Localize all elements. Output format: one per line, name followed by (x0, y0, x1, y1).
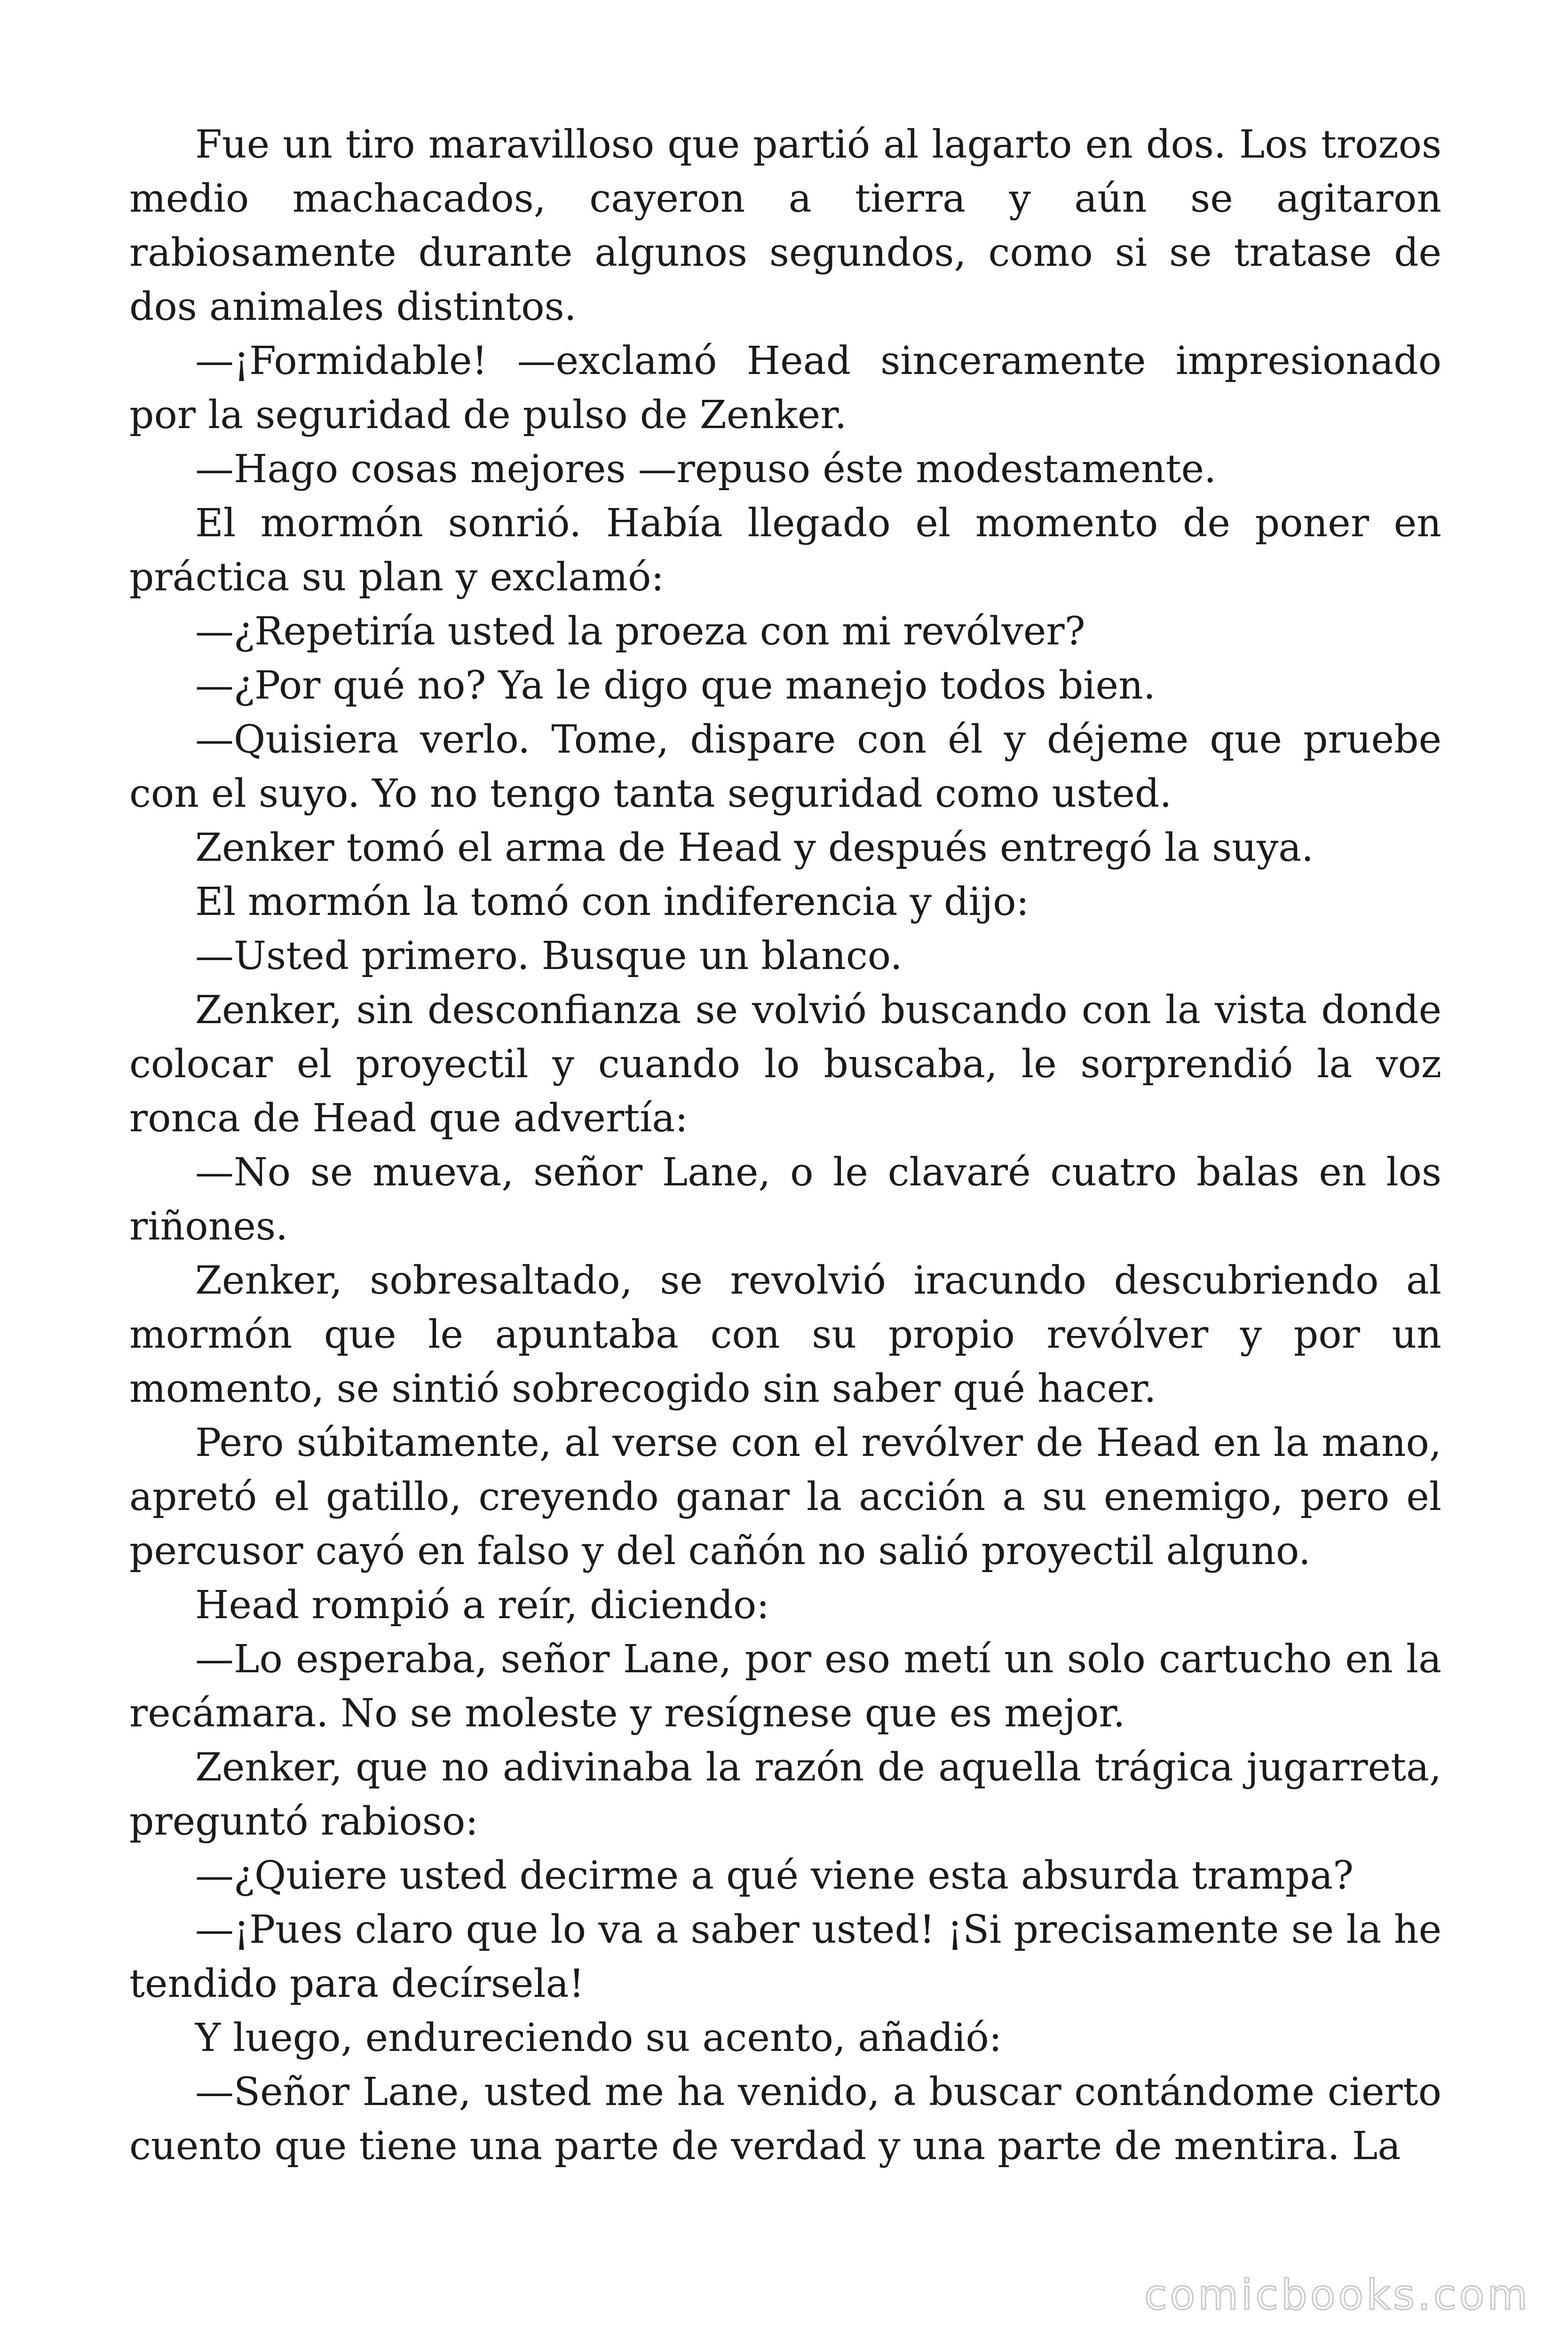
paragraph: Zenker tomó el arma de Head y después entregó la suya. (195, 826, 1314, 870)
paragraph: Zenker, sin desconfianza se volvió buscando con la vista donde colocar el proyectil y cuando lo buscaba, le sorprendió la voz ronca de Head que advertía: (129, 988, 1441, 1141)
paragraph: —¿Repetiría usted la proeza con mi revólver? (195, 609, 1085, 654)
paragraph: —¡Formidable! —exclamó Head sinceramente impresionado por la seguridad de pulso de Zenker. (129, 339, 1441, 437)
paragraph: —Señor Lane, usted me ha venido, a buscar contándome cierto cuento que tiene una parte de verdad y una parte de mentira. La (129, 2070, 1441, 2169)
paragraph: —Hago cosas mejores —repuso éste modestamente. (195, 447, 1217, 492)
paragraph: —¿Quiere usted decirme a qué viene esta absurda trampa? (195, 1853, 1354, 1898)
paragraph: —No se mueva, señor Lane, o le clavaré cuatro balas en los riñones. (129, 1150, 1441, 1249)
body-text (129, 118, 1441, 2173)
paragraph: Zenker, que no adivinaba la razón de aquella trágica jugarreta, preguntó rabioso: (129, 1745, 1441, 1844)
paragraph: —Usted primero. Busque un blanco. (195, 934, 903, 978)
paragraph: Zenker, sobresaltado, se revolvió iracundo descubriendo al mormón que le apuntaba con su propio revólver y por un momento, se sintió sobrecogido sin saber qué hacer. (129, 1258, 1441, 1411)
paragraph: —Lo esperaba, señor Lane, por eso metí un solo cartucho en la recámara. No se moleste y resígnese que es mejor. (129, 1637, 1441, 1736)
paragraph: —Quisiera verlo. Tome, dispare con él y déjeme que pruebe con el suyo. Yo no tengo tanta seguridad como usted. (129, 717, 1441, 816)
paragraph: El mormón sonrió. Había llegado el momento de poner en práctica su plan y exclamó: (129, 501, 1441, 600)
watermark: comicbooks.com (1144, 2271, 1530, 2319)
paragraph: Head rompió a reír, diciendo: (195, 1583, 769, 1628)
paragraph: —¿Por qué no? Ya le digo que manejo todos bien. (195, 663, 1156, 708)
paragraph: Pero súbitamente, al verse con el revólver de Head en la mano, apretó el gatillo, creyendo ganar la acción a su enemigo, pero el percusor cayó en falso y del cañón no salió proyectil alguno. (129, 1421, 1441, 1573)
paragraph: Y luego, endureciendo su acento, añadió: (195, 2016, 1002, 2060)
paragraph: El mormón la tomó con indiferencia y dijo: (195, 880, 1029, 924)
paragraph: —¡Pues claro que lo va a saber usted! ¡Si precisamente se la he tendido para decírsela! (129, 1907, 1441, 2006)
paragraph: Fue un tiro maravilloso que partió al lagarto en dos. Los trozos medio machacados, cayeron a tierra y aún se agitaron rabiosamente durante algunos segundos, como si se tratase de dos animales distintos. (129, 122, 1441, 329)
